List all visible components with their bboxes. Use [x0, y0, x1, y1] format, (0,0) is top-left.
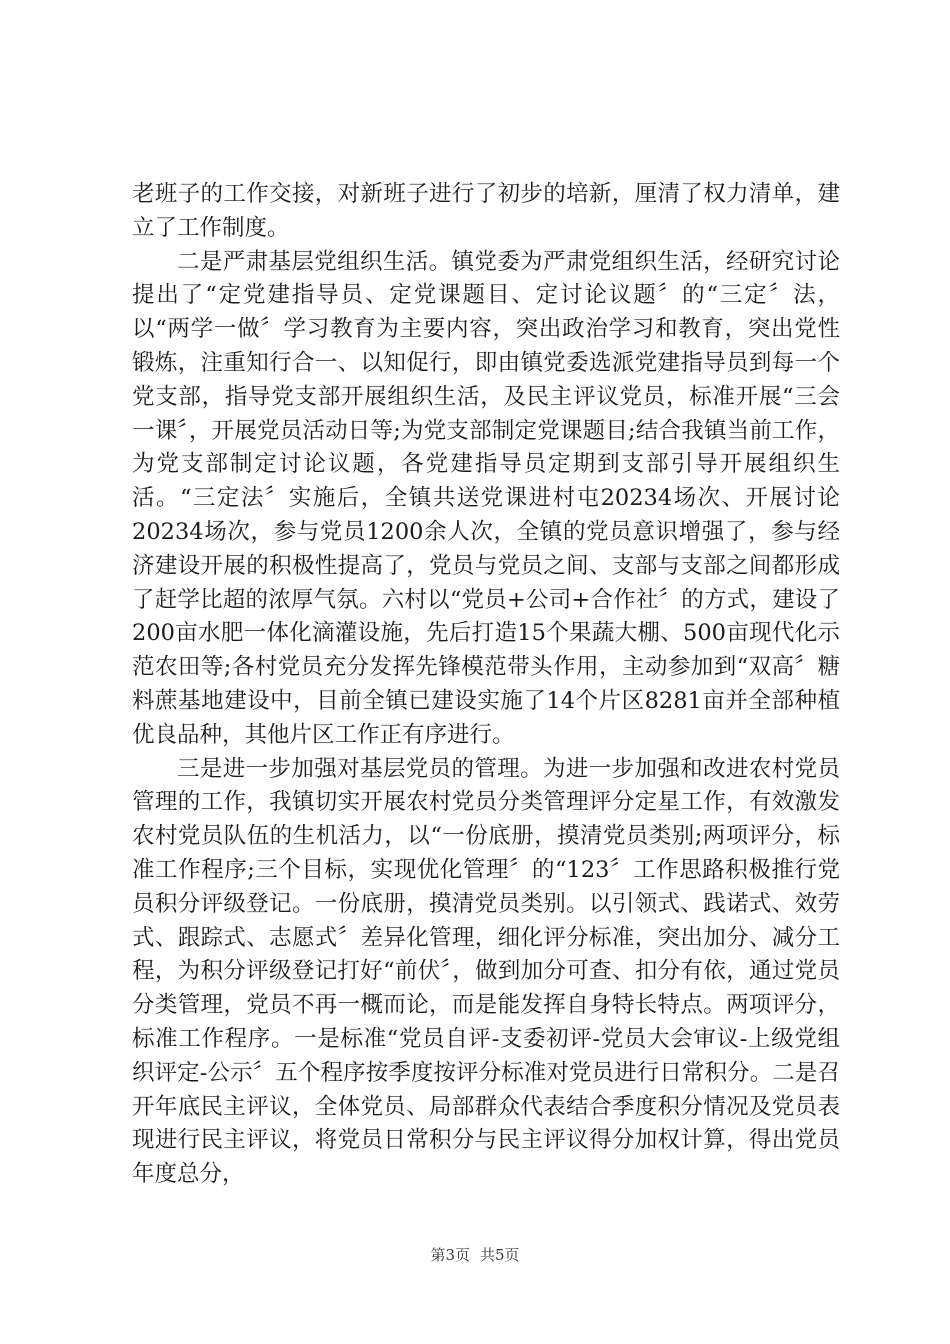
paragraph-party-life: 二是严肃基层党组织生活。镇党委为严肃党组织生活，经研究讨论提出了“定党建指导员、定党课题目、定讨论议题〞的“三定〞法，以“两学一做〞学习教育为主要内容，突出政治学习和教育，突出党性锻炼，注重知行合一、以知促行，即由镇党委选派党建指导员到每一个党支部，指导党支部开展组织生活，及民主评议党员，标准开展“三会一课〞，开展党员活动日等;为党支部制定党课题目;结合我镇当前工作，为党支部制定讨论议题，各党建指导员定期到支部引导开展组织生活。“三定法〞实施后，全镇共送党课进村屯20234场次、开展讨论20234场次，参与党员1200余人次，全镇的党员意识增强了，参与经济建设开展的积极性提高了，党员与党员之间、支部与支部之间都形成了赶学比超的浓厚气氛。六村以“党员+公司+合作社〞的方式，建设了200亩水肥一体化滴灌设施，先后打造15个果蔬大棚、500亩现代化示范农田等;各村党员充分发挥先锋模范带头作用，主动参加到“双高〞糖料蔗基地建设中，目前全镇已建设实施了14个片区8281亩并全部种植优良品种，其他片区工作正有序进行。: [132, 248, 840, 748]
paragraph-continuation: 老班子的工作交接，对新班子进行了初步的培新，厘清了权力清单，建立了工作制度。: [132, 181, 840, 241]
document-body: [132, 178, 840, 1192]
paragraph-member-management: 三是进一步加强对基层党员的管理。为进一步加强和改进农村党员管理的工作，我镇切实开展农村党员分类管理评分定星工作，有效激发农村党员队伍的生机活力，以“一份底册，摸清党员类别;两项评分，标准工作程序;三个目标，实现优化管理〞的“123〞工作思路积极推行党员积分评级登记。一份底册，摸清党员类别。以引领式、践诺式、效劳式、跟踪式、志愿式〞差异化管理，细化评分标准，突出加分、减分工程，为积分评级登记打好“前伏〞，做到加分可查、扣分有依，通过党员分类管理，党员不再一概而论，而是能发挥自身特长特点。两项评分，标准工作程序。一是标准“党员自评-支委初评-党员大会审议-上级党组织评定-公示〞五个程序按季度按评分标准对党员进行日常积分。二是召开年底民主评议，全体党员、局部群众代表结合季度积分情况及党员表现进行民主评议，将党员日常积分与民主评议得分加权计算，得出党员年度总分，: [132, 755, 840, 1188]
page-footer: [0, 1244, 950, 1265]
page-number: 第3页: [430, 1246, 470, 1264]
page-total: 共5页: [480, 1246, 520, 1264]
